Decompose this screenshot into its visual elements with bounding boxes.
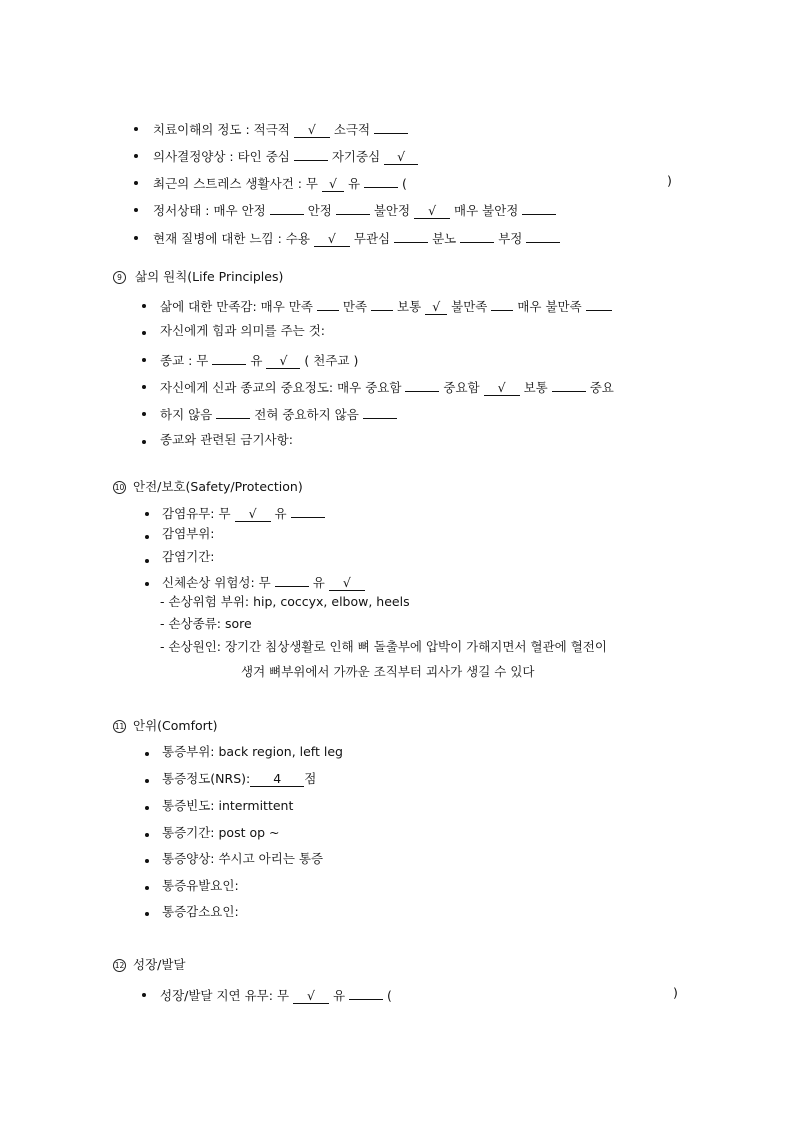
empty-blank[interactable] (394, 228, 428, 243)
check-blank[interactable]: √ (425, 300, 447, 315)
meaning-row: 자신에게 힘과 의미를 주는 것: (160, 323, 326, 338)
section-11-title: 안위(Comfort) (133, 718, 218, 733)
check-blank[interactable]: √ (266, 354, 300, 369)
empty-blank[interactable] (522, 200, 556, 215)
emotion-row: 정서상태 : 매우 안정 안정 불안정 √ 매우 불안정 (153, 200, 556, 219)
section-9-title: 삶의 원칙(Life Principles) (135, 269, 284, 284)
infection-row: 감염유무: 무 √ 유 (162, 503, 325, 522)
empty-blank[interactable] (363, 404, 397, 419)
empty-blank[interactable] (275, 572, 309, 587)
section-number-icon: 11 (114, 722, 125, 731)
stress-row: 최근의 스트레스 생활사건 : 무 √ 유 ( (153, 173, 407, 192)
growth-delay-row: 성장/발달 지연 유무: 무 √ 유 ( (160, 985, 392, 1004)
injury-site-row: - 손상위험 부위: hip, coccyx, elbow, heels (160, 594, 410, 609)
satisfaction-row: 삶에 대한 만족감: 매우 만족 만족 보통 √ 불만족 매우 불만족 (160, 296, 612, 315)
taboo-row: 종교와 관련된 금기사항: (160, 432, 293, 447)
empty-blank[interactable] (405, 377, 439, 392)
check-blank[interactable]: √ (294, 123, 330, 138)
bullet-icon (145, 512, 149, 516)
empty-blank[interactable] (491, 296, 513, 311)
bullet-icon (142, 440, 146, 444)
religion-row: 종교 : 무 유 √ ( 천주교 ) (160, 350, 358, 369)
empty-blank[interactable] (374, 119, 408, 134)
empty-blank[interactable] (212, 350, 246, 365)
empty-blank[interactable] (552, 377, 586, 392)
understanding-row: 치료이해의 정도 : 적극적 √ 소극적 (153, 119, 408, 138)
paren-close: ) (673, 985, 678, 1000)
pain-freq-row: 통증빈도: intermittent (162, 798, 294, 813)
section-12-title: 성장/발달 (133, 957, 186, 972)
injury-cause-row: - 손상원인: 장기간 침상생활로 인해 뼈 돌출부에 압박이 가해지면서 혈관에 혈전이 (160, 639, 607, 654)
bullet-icon (145, 582, 149, 586)
bullet-icon (134, 236, 138, 240)
empty-blank[interactable] (336, 200, 370, 215)
bullet-icon (134, 181, 138, 185)
pain-period-row: 통증기간: post op ~ (162, 825, 280, 840)
check-blank[interactable]: √ (484, 381, 520, 396)
importance-row-2: 하지 않음 전혀 중요하지 않음 (160, 404, 397, 423)
check-blank[interactable]: √ (384, 150, 418, 165)
pain-score-blank[interactable]: 4 (250, 772, 304, 787)
feeling-row: 현재 질병에 대한 느낌 : 수용 √ 무관심 분노 부정 (153, 228, 560, 247)
empty-blank[interactable] (460, 228, 494, 243)
empty-blank[interactable] (294, 146, 328, 161)
pain-level-row: 통증정도(NRS): 4 점 (162, 771, 317, 786)
section-number-icon: 10 (114, 483, 125, 492)
empty-blank[interactable] (216, 404, 250, 419)
infection-site-row: 감염부위: (162, 526, 215, 541)
bullet-icon (142, 358, 146, 362)
pain-trigger-row: 통증유발요인: (162, 878, 239, 893)
section-10-title: 안전/보호(Safety/Protection) (133, 479, 303, 494)
pain-pattern-row: 통증양상: 쑤시고 아리는 통증 (162, 851, 324, 866)
empty-blank[interactable] (586, 296, 612, 311)
bullet-icon (145, 886, 149, 890)
injury-type-row: - 손상종류: sore (160, 616, 252, 631)
check-blank[interactable]: √ (414, 204, 450, 219)
infection-period-row: 감염기간: (162, 549, 215, 564)
injury-cause-row-2: 생겨 뼈부위에서 가까운 조직부터 괴사가 생길 수 있다 (241, 664, 535, 679)
empty-blank[interactable] (349, 985, 383, 1000)
bullet-icon (145, 806, 149, 810)
bullet-icon (145, 779, 149, 783)
bullet-icon (142, 385, 146, 389)
pain-relief-row: 통증감소요인: (162, 904, 239, 919)
section-number-icon: 9 (113, 271, 126, 284)
paren-close: ) (667, 173, 672, 188)
bullet-icon (145, 833, 149, 837)
bullet-icon (145, 535, 149, 539)
pain-site-row: 통증부위: back region, left leg (162, 744, 343, 759)
empty-blank[interactable] (317, 296, 339, 311)
bullet-icon (142, 331, 146, 335)
bullet-icon (142, 412, 146, 416)
empty-blank[interactable] (270, 200, 304, 215)
check-blank[interactable]: √ (322, 177, 344, 192)
bullet-icon (134, 154, 138, 158)
check-blank[interactable]: √ (235, 507, 271, 522)
bullet-icon (145, 912, 149, 916)
check-blank[interactable]: √ (329, 576, 365, 591)
bullet-icon (145, 752, 149, 756)
empty-blank[interactable] (364, 173, 398, 188)
section-number-icon: 12 (114, 961, 125, 970)
check-blank[interactable]: √ (314, 232, 350, 247)
bullet-icon (145, 559, 149, 563)
injury-row: 신체손상 위험성: 무 유 √ (162, 572, 365, 591)
decision-row: 의사결정양상 : 타인 중심 자기중심 √ (153, 146, 418, 165)
empty-blank[interactable] (291, 503, 325, 518)
check-blank[interactable]: √ (293, 989, 329, 1004)
bullet-icon (145, 859, 149, 863)
bullet-icon (134, 208, 138, 212)
empty-blank[interactable] (526, 228, 560, 243)
bullet-icon (134, 127, 138, 131)
importance-row: 자신에게 신과 종교의 중요정도: 매우 중요함 중요함 √ 보통 중요 (160, 377, 614, 396)
bullet-icon (142, 993, 146, 997)
empty-blank[interactable] (371, 296, 393, 311)
bullet-icon (142, 304, 146, 308)
